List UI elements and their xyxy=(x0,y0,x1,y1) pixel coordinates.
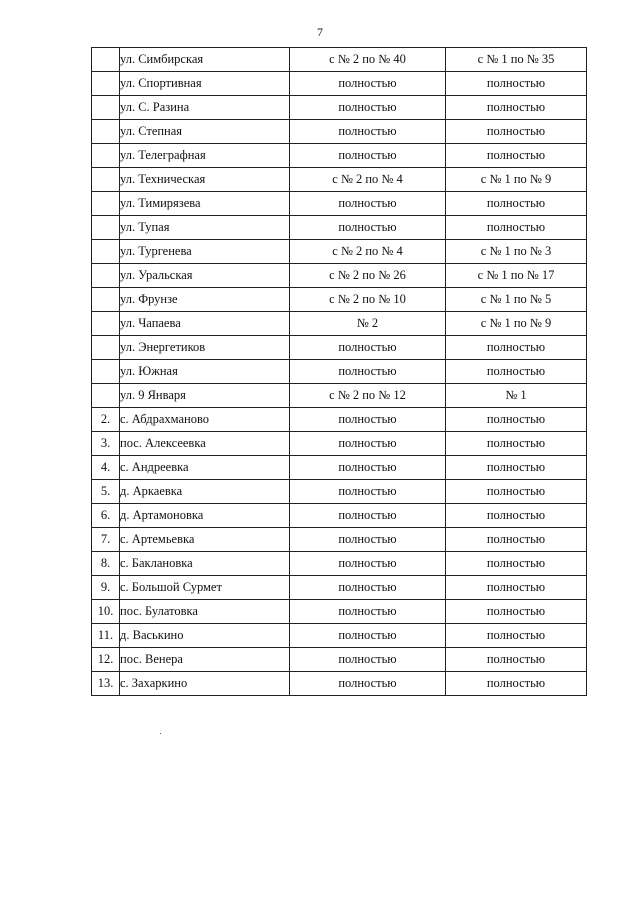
odd-houses: полностью xyxy=(446,552,587,576)
row-number xyxy=(92,360,120,384)
row-number xyxy=(92,384,120,408)
table-row xyxy=(92,672,587,696)
locality-name: с. Большой Сурмет xyxy=(120,576,290,600)
row-number: 10. xyxy=(92,600,120,624)
locality-name: ул. Тупая xyxy=(120,216,290,240)
even-houses: полностью xyxy=(290,96,446,120)
odd-houses: полностью xyxy=(446,504,587,528)
row-number: 6. xyxy=(92,504,120,528)
locality-name: ул. Симбирская xyxy=(120,48,290,72)
even-houses: полностью xyxy=(290,336,446,360)
table-row xyxy=(92,168,587,192)
page-number: 7 xyxy=(317,25,323,39)
odd-houses: полностью xyxy=(446,528,587,552)
row-number: 12. xyxy=(92,648,120,672)
table-row xyxy=(92,384,587,408)
table-row xyxy=(92,648,587,672)
even-houses: полностью xyxy=(290,624,446,648)
odd-houses: полностью xyxy=(446,192,587,216)
odd-houses: полностью xyxy=(446,576,587,600)
odd-houses: с № 1 по № 9 xyxy=(446,168,587,192)
even-houses: с № 2 по № 26 xyxy=(290,264,446,288)
table-row xyxy=(92,408,587,432)
row-number: 8. xyxy=(92,552,120,576)
locality-name: с. Абдрахманово xyxy=(120,408,290,432)
odd-houses: полностью xyxy=(446,120,587,144)
locality-name: ул. Чапаева xyxy=(120,312,290,336)
odd-houses: полностью xyxy=(446,480,587,504)
row-number xyxy=(92,216,120,240)
row-number xyxy=(92,48,120,72)
table-row xyxy=(92,576,587,600)
odd-houses: полностью xyxy=(446,624,587,648)
odd-houses: с № 1 по № 3 xyxy=(446,240,587,264)
table-body xyxy=(92,48,587,696)
even-houses: полностью xyxy=(290,432,446,456)
table-row xyxy=(92,240,587,264)
locality-name: д. Васькино xyxy=(120,624,290,648)
row-number: 9. xyxy=(92,576,120,600)
even-houses: полностью xyxy=(290,528,446,552)
even-houses: полностью xyxy=(290,408,446,432)
odd-houses: полностью xyxy=(446,648,587,672)
locality-name: ул. Тургенева xyxy=(120,240,290,264)
even-houses: полностью xyxy=(290,504,446,528)
locality-name: ул. Энергетиков xyxy=(120,336,290,360)
odd-houses: с № 1 по № 17 xyxy=(446,264,587,288)
table-row xyxy=(92,504,587,528)
table-row xyxy=(92,336,587,360)
table-row xyxy=(92,528,587,552)
odd-houses: полностью xyxy=(446,408,587,432)
odd-houses: полностью xyxy=(446,432,587,456)
even-houses: полностью xyxy=(290,144,446,168)
even-houses: с № 2 по № 4 xyxy=(290,240,446,264)
table-row xyxy=(92,72,587,96)
odd-houses: полностью xyxy=(446,144,587,168)
even-houses: с № 2 по № 10 xyxy=(290,288,446,312)
odd-houses: с № 1 по № 5 xyxy=(446,288,587,312)
table-row xyxy=(92,600,587,624)
table-row xyxy=(92,264,587,288)
odd-houses: с № 1 по № 9 xyxy=(446,312,587,336)
row-number: 4. xyxy=(92,456,120,480)
even-houses: полностью xyxy=(290,600,446,624)
table-row xyxy=(92,480,587,504)
locality-name: ул. Степная xyxy=(120,120,290,144)
odd-houses: № 1 xyxy=(446,384,587,408)
odd-houses: полностью xyxy=(446,336,587,360)
even-houses: полностью xyxy=(290,360,446,384)
row-number xyxy=(92,168,120,192)
locality-name: ул. Уральская xyxy=(120,264,290,288)
even-houses: полностью xyxy=(290,120,446,144)
table-row xyxy=(92,288,587,312)
even-houses: с № 2 по № 4 xyxy=(290,168,446,192)
table-row xyxy=(92,192,587,216)
table-row xyxy=(92,624,587,648)
locality-name: ул. С. Разина xyxy=(120,96,290,120)
odd-houses: полностью xyxy=(446,672,587,696)
streets-table xyxy=(91,47,587,696)
row-number xyxy=(92,264,120,288)
row-number xyxy=(92,96,120,120)
stray-mark xyxy=(160,733,161,734)
locality-name: ул. Техническая xyxy=(120,168,290,192)
even-houses: полностью xyxy=(290,552,446,576)
locality-name: с. Захаркино xyxy=(120,672,290,696)
even-houses: полностью xyxy=(290,480,446,504)
locality-name: ул. Фрунзе xyxy=(120,288,290,312)
odd-houses: полностью xyxy=(446,96,587,120)
row-number: 2. xyxy=(92,408,120,432)
even-houses: полностью xyxy=(290,72,446,96)
odd-houses: полностью xyxy=(446,600,587,624)
locality-name: пос. Алексеевка xyxy=(120,432,290,456)
even-houses: с № 2 по № 12 xyxy=(290,384,446,408)
odd-houses: полностью xyxy=(446,216,587,240)
row-number xyxy=(92,192,120,216)
locality-name: ул. Южная xyxy=(120,360,290,384)
table-row xyxy=(92,120,587,144)
table-row xyxy=(92,432,587,456)
row-number: 13. xyxy=(92,672,120,696)
row-number: 5. xyxy=(92,480,120,504)
locality-name: с. Баклановка xyxy=(120,552,290,576)
locality-name: ул. Телеграфная xyxy=(120,144,290,168)
locality-name: пос. Венера xyxy=(120,648,290,672)
even-houses: с № 2 по № 40 xyxy=(290,48,446,72)
row-number: 7. xyxy=(92,528,120,552)
locality-name: пос. Булатовка xyxy=(120,600,290,624)
row-number xyxy=(92,72,120,96)
row-number xyxy=(92,336,120,360)
table-row xyxy=(92,144,587,168)
locality-name: д. Аркаевка xyxy=(120,480,290,504)
row-number: 3. xyxy=(92,432,120,456)
even-houses: полностью xyxy=(290,216,446,240)
row-number xyxy=(92,120,120,144)
locality-name: ул. 9 Января xyxy=(120,384,290,408)
row-number xyxy=(92,240,120,264)
table-row xyxy=(92,552,587,576)
odd-houses: полностью xyxy=(446,456,587,480)
table-row xyxy=(92,360,587,384)
locality-name: д. Артамоновка xyxy=(120,504,290,528)
even-houses: полностью xyxy=(290,576,446,600)
table-row xyxy=(92,456,587,480)
row-number xyxy=(92,288,120,312)
table-row xyxy=(92,312,587,336)
table-row xyxy=(92,96,587,120)
even-houses: полностью xyxy=(290,456,446,480)
locality-name: с. Андреевка xyxy=(120,456,290,480)
locality-name: ул. Тимирязева xyxy=(120,192,290,216)
row-number xyxy=(92,312,120,336)
odd-houses: с № 1 по № 35 xyxy=(446,48,587,72)
even-houses: № 2 xyxy=(290,312,446,336)
row-number: 11. xyxy=(92,624,120,648)
odd-houses: полностью xyxy=(446,360,587,384)
table-row xyxy=(92,216,587,240)
locality-name: ул. Спортивная xyxy=(120,72,290,96)
even-houses: полностью xyxy=(290,648,446,672)
locality-name: с. Артемьевка xyxy=(120,528,290,552)
odd-houses: полностью xyxy=(446,72,587,96)
row-number xyxy=(92,144,120,168)
even-houses: полностью xyxy=(290,672,446,696)
table-row xyxy=(92,48,587,72)
even-houses: полностью xyxy=(290,192,446,216)
